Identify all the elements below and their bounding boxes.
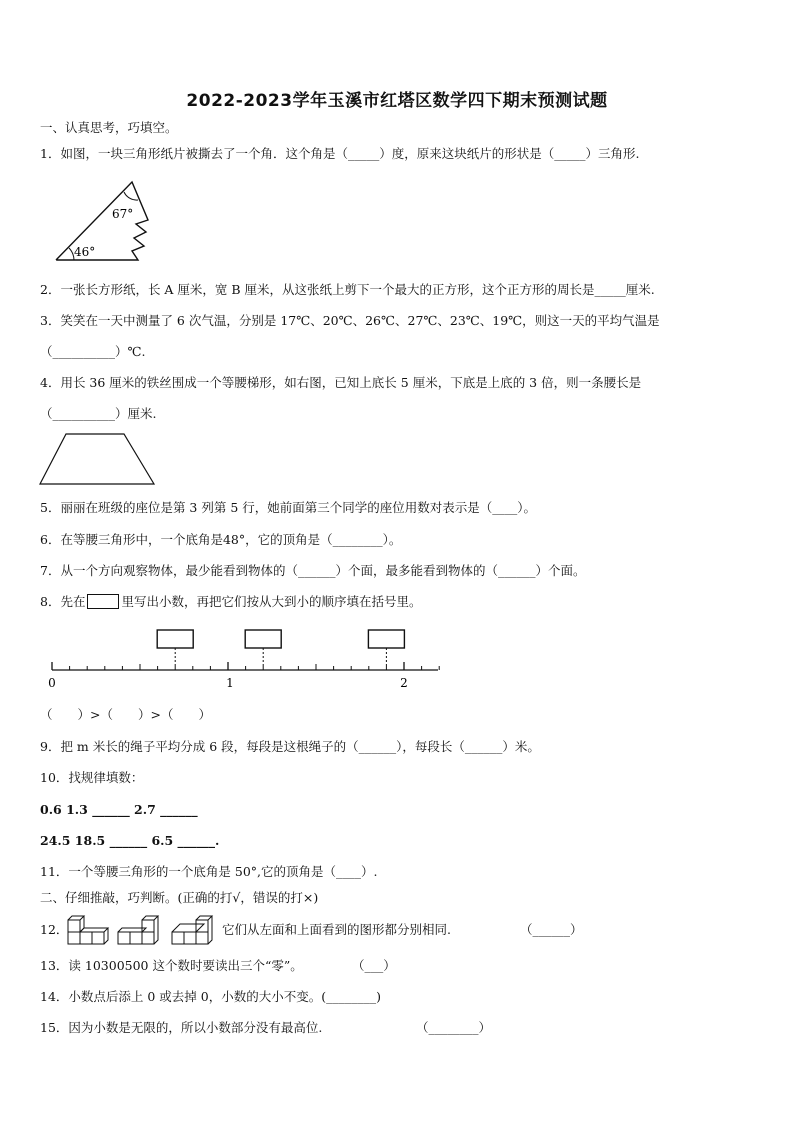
number-line-answer-box-2[interactable] <box>245 630 281 648</box>
question-8 <box>40 594 421 610</box>
number-line-label-0: 0 <box>48 676 56 690</box>
question-8-answer: （ ）>（ ）>（ ） <box>40 707 211 722</box>
question-15: 15．因为小数是无限的，所以小数部分没有最高位. <box>40 1020 323 1035</box>
section-1-heading: 一、认真思考，巧填空。 <box>40 120 178 135</box>
question-12-text: 它们从左面和上面看到的图形都分别相同. <box>222 922 451 937</box>
question-1: 1．如图，一块三角形纸片被撕去了一个角．这个角是（_____）度，原来这块纸片的形状是（_____）三角形. <box>40 146 640 161</box>
torn-triangle-figure <box>52 178 162 264</box>
number-line-label-2: 2 <box>400 676 408 690</box>
question-10-sequence-1: 0.6 1.3 ______ 2.7 ______ <box>40 802 198 817</box>
number-line-label-1: 1 <box>226 676 234 690</box>
number-line-figure <box>44 624 444 690</box>
question-6: 6．在等腰三角形中，一个底角是48°，它的顶角是（________）。 <box>40 532 402 547</box>
question-11: 11．一个等腰三角形的一个底角是 50°,它的顶角是（____）. <box>40 864 378 879</box>
question-8-after: 里写出小数，再把它们按从大到小的顺序填在括号里。 <box>121 594 422 609</box>
question-14: 14．小数点后添上 0 或去掉 0，小数的大小不变。(________) <box>40 989 381 1004</box>
question-13: 13．读 10300500 这个数时要读出三个“零”。 <box>40 958 303 973</box>
angle-46-label: 46° <box>74 245 96 259</box>
cube-stacks-figure <box>66 910 222 946</box>
question-4-line-2: （__________）厘米. <box>40 406 157 421</box>
number-line-answer-box-3[interactable] <box>368 630 404 648</box>
page-title: 2022-2023学年玉溪市红塔区数学四下期末预测试题 <box>186 91 608 111</box>
question-5: 5．丽丽在班级的座位是第 3 列第 5 行，她前面第三个同学的座位用数对表示是（____）。 <box>40 500 537 515</box>
angle-67-label: 67° <box>112 207 134 221</box>
answer-box-sample <box>87 594 119 609</box>
question-10-sequence-2: 24.5 18.5 ______ 6.5 ______. <box>40 833 220 848</box>
question-2: 2．一张长方形纸，长 A 厘米，宽 B 厘米，从这张纸上剪下一个最大的正方形，这个正方形的周长是_____厘米. <box>40 282 655 297</box>
question-3-line-2: （__________）℃. <box>40 344 146 359</box>
trapezoid-figure <box>38 432 156 486</box>
question-13-answer: （___） <box>352 958 396 973</box>
question-8-before: 8．先在 <box>40 594 86 609</box>
question-12-answer: （______） <box>520 922 583 937</box>
question-7: 7．从一个方向观察物体，最少能看到物体的（______）个面，最多能看到物体的（______）个面。 <box>40 563 586 578</box>
question-3-line-1: 3．笑笑在一天中测量了 6 次气温，分别是 17℃、20℃、26℃、27℃、23℃、19℃，则这一天的平均气温是 <box>40 313 660 328</box>
question-4-line-1: 4．用长 36 厘米的铁丝围成一个等腰梯形，如右图，已知上底长 5 厘米，下底是上底的 3 倍，则一条腰长是 <box>40 375 642 390</box>
question-10-title: 10．找规律填数： <box>40 770 144 785</box>
question-9: 9．把 m 米长的绳子平均分成 6 段，每段是这根绳子的（______），每段长（______）米。 <box>40 739 540 754</box>
question-12-number: 12． <box>40 922 69 937</box>
question-15-answer: （________） <box>416 1020 492 1035</box>
number-line-answer-box-1[interactable] <box>157 630 193 648</box>
section-2-heading: 二、仔细推敲，巧判断。(正确的打√，错误的打×) <box>40 890 319 905</box>
